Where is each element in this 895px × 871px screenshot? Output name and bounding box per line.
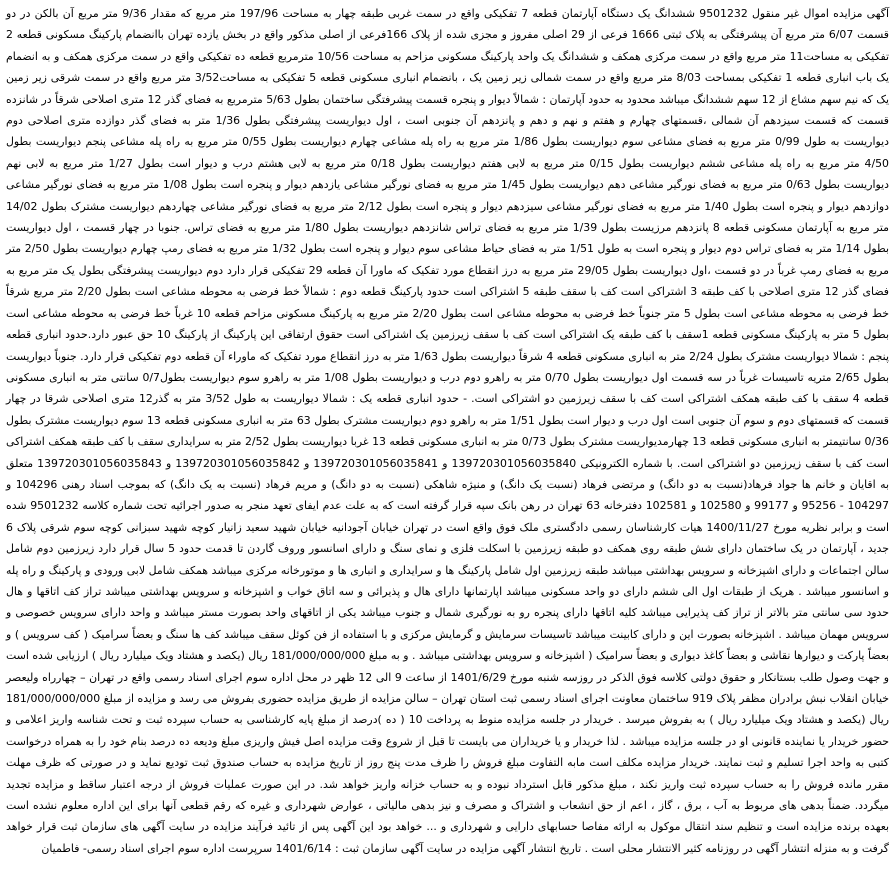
auction-notice-text: آگهی مزایده اموال غیر منقول 9501232 ششدانگ یک دستگاه آپارتمان قطعه 7 تفکیکی واقع در سمت غربی طبقه چهار به مساحت 197/96 متر مربع که مقدار 9/36 متر مربع آن بالکن در دو قسمت 6/07 متر مربع آن پیشرفتگی به پلاک ثبتی 1666 فرعی از 29 اصلی مفروز و مجزی شده از پلاک 166فرعی از اصلی مذکور واقع در بخش یازده تهران باانضمام پارکینگ مسکونی قطعه 2 تفکیکی به مساحت11 متر مربع واقع در سمت مرکزی همکف و ششدانگ یک واحد پارکینگ مسکونی مزاحم به مساحت 10/56 مترمربع قطعه ده تفکیکی واقع در سمت مرکزی همکف و به انضمام یک باب انباری قطعه 1 تفکیکی بمساحت 8/03 متر مربع واقع در سمت شمالی زیر زمین یک ، بانضمام انباری مسکونی قطعه 5 تفکیکی به مساحت3/52 متر مربع واقع در سمت شرقی زیر زمین یک که نیم سهم مشاع از 12 سهم ششدانگ میباشد محدود به حدود آپارتمان : شمالاً دیوار و پنجره قسمت پیشرفتگی ساختمان بطول 5/63 مترمربع به فضای گذر 12 متری اصلاحی شرقاً در شانزده قسمت که قسمت سیزدهم آن شمالی ،قسمتهای چهارم و هفتم و نهم و دهم و پانزدهم آن جنوبی است ، اول دیواریست پیشرفتگی بطول 1/36 متر به فضای گذر دوازده متری اصلاحی دوم دیواریست به طول 0/99 متر مربع به فضای مشاعی سوم دیواریست بطول 1/86 متر مربع به راه پله مشاعی چهارم دیواریست بطول 0/55 متر مربع به راه پله مشاعی پنجم دیواریست بطول 4/50 متر مربع به راه پله مشاعی ششم دیواریست بطول 0/15 متر مربع به لابی هفتم دیواریست بطول 0/18 متر مربع به لابی هشتم درب و دیوار است بطول 1/27 متر مربع به لابی نهم دیواریست بطول 0/63 متر مربع به فضای نورگیر مشاعی دهم دیواریست بطول 1/45 متر مربع به فضای نورگیر مشاعی یازدهم دیوار و پنجره است بطول 1/08 متر مربع به فضای نورگیر مشاعی دوازدهم دیوار و پنجره است بطول 1/40 متر مربع به فضای نورگیر مشاعی سیزدهم دیوار و پنجره است بطول 2/12 متر مربع به فضای نورگیر مشاعی چهاردهم دیواریست مشترک بطول 14/02 متر مربع به آپارتمان مسکونی قطعه 8 پانزدهم مرزیست بطول 1/39 متر مربع به فضای تراس شانزدهم دیواریست بطول 1/80 متر مربع به فضای تراس. جنوبا در چهار قسمت ، اول دیواریست بطول 1/14 متر به فضای تراس دوم دیوار و پنجره است به طول 1/51 متر به فضای حیاط مشاعی سوم دیوار و پنجره است بطول 1/32 متر مربع به فضای رمپ چهارم دیواریست بطول 2/50 متر مربع به فضای رمپ غرباً در دو قسمت ،اول دیواریست بطول 29/05 متر مربع به درز انقطاع مورد تفکیک که ماورا آن قطعه 29 تفکیکی قرار دارد دوم دیواریست پیشرفتگی بطول یک متر مربع به فضای گذر 12 متری اصلاحی با کف طبقه 3 اشتراکی است کف با سقف طبقه 5 اشتراکی است حدود پارکینگ قطعه دوم : شمالاً خط فرضی به محوطه مشاعی است بطول 2/20 متر مربع شرقاً خط فرضی به محوطه مشاعی است بطول 5 متر جنوباً خط فرضی به محوطه مشاعی است بطول 2/20 متر مربع به پارکینگ مسکونی مزاحم قطعه 10 غرباً خط فرضی به محوطه مشاعی است بطول 5 متر به پارکینگ مسکونی قطعه 1سقف با کف طبقه یک اشتراکی است کف با سقف زیرزمین یک اشتراکی است حقوق ارتفاقی این پارکینگ از پارکینگ 10 حق عبور دارد.حدود انباری قطعه پنجم : شمالا دیواریست مشترک بطول 2/24 متر به انباری مسکونی قطعه 4 شرقاً دیواریست بطول 1/63 متر به درز انقطاع مورد تفکیک که ماوراء آن قطعه دوم تفکیکی قرار دارد. جنوباً دیواریست بطول 2/65 متریه تاسیسات غرباً در سه قسمت اول دیواریست بطول 0/70 متر به راهرو دوم درب و دیواریست بطول 1/08 متر به راهرو سوم دیواریست بطول0/7 سانتی متر به انباری مسکونی قطعه 4 سقف با کف طبقه همکف اشتراکی است کف با سقف زیرزمین دو اشتراکی است. - حدود انباری قطعه یک : شمالا دیواریست به طول 3/52 متر به گذر12 متری اصلاحی شرقا در چهار قسمت که قسمتهای دوم و سوم آن جنوبی است اول درب و دیوار است بطول 1/51 متر به راهرو دوم دیواریست مشترک بطول 63 متر به انباری مسکونی قطعه 13 سوم دیواریست مشترک بطول 0/36 سانتیمتر به انباری مسکونی قطعه 13 چهارمدیواریست مشترک بطول 0/73 متر به انباری مسکونی قطعه 13 غربا دیواریست بطول 2/52 متر به سرایداری سقف با کف طبقه همکف اشتراکی است کف با سقف زیرزمین دو اشتراکی است. با شماره الکترونیکی 139720301056035840 و 139720301056035841 و 139720301056035842 و 139720301056035843 متعلق به اقایان و خانم ها جواد فرهاد(نسبت به دو دانگ) و مرتضی فرهاد (نسبت یک دانگ) و منیژه شاهکی (نسبت به دو دانگ) و مریم فرهاد (نسبت به یک دانگ) که بموجب اسناد رهنی 104296 و 104297 - 95256 و 99177 و 102580 و 102581 دفترخانه 63 تهران در رهن بانک سپه قرار گرفته است که به علت عدم ایفای تعهد منجر به صدور اجرائیه تحت شماره کلاسه 9501232 شده است و برابر نظریه مورخ 1400/11/27 هیات کارشناسان رسمی دادگستری ملک فوق واقع است در تهران خیابان آجودانیه خیابان شهید سعید زانیار کوچه شهید سبزانی کوچه سوم شرقی پلاک 6 جدید ، آپارتمان در یک ساختمان دارای شش طبقه روی همکف دو طبقه زیرزمین با اسکلت فلزی و نمای سنگ و دارای اسانسور وروف گاردن تا قدمت حدود 5 سال قرار دارد زیرزمین دوم شامل سالن اجتماعات و دارای اشپزخانه و سرویس بهداشتی میباشد طبقه زیرزمین اول شامل پارکینگ ها و سرایداری و انباری ها و موتورخانه مرکزی میباشد همکف شامل لابی ورودی و پارکینگ و راه پله و اسانسور میباشد . هریک از طبقات اول الی ششم دارای دو واحد مسکونی میباشد اپارتمانها دارای هال و پذیرائی و سه اتاق خواب و اشپزخانه و سرویس بهداشتی میباشد تراز کف اتاقها و هال حدود سی سانتی متر بالاتر از تراز کف پذیرایی میباشد کلیه اتاقها دارای پنجره رو به نورگیری شمال و جنوب میباشد یکی از اتاقهای واحد بصورت مستر میباشد و واحد دارای سرویس خصوصی و سرویس مهمان میباشد . اشپزخانه بصورت این و دارای کابینت میباشد تاسیسات سرمایش و گرمایش مرکزی و با استفاده از فن کوئل سقف میباشد کف ها سنگ و بعضاً سرامیک ( کف سرویس ) و بعضاً پارکت و دیوارها نقاشی و بعضاً کاغذ دیواری و بعضاً سرامیک ( اشپزخانه و سرویس بهداشتی میباشد . و به مبلغ 181/000/000/000 ریال (یکصد و هشتاد ویک میلیارد ریال ) ارزیابی شده است و جهت وصول طلب بستانکار و حقوق دولتی کلاسه فوق الذکر در روزسه شنبه مورخ 1401/6/29 از ساعت 9 الی 12 ظهر در محل اداره سوم اجرای اسناد رسمی واقع در تهران – چهارراه ولیعصر خیابان انقلاب نبش برادران مظفر پلاک 919 ساختمان معاونت اجرای اسناد رسمی ثبت استان تهران – سالن مزایده از طریق مزایده حضوری بفروش می رسد و مزایده از مبلغ 181/000/000/000 ریال (یکصد و هشتاد ویک میلیارد ریال ) به بفروش میرسد . خریدار در جلسه مزایده منوط به پرداخت 10 ( ده )درصد از مبلغ پایه کارشناسی به حساب سپرده ثبت و تحت شناسه واریز اعلامی و حضور خریدار یا نماینده قانونی او در جلسه مزایده میباشد . لذا خریدار و یا خریداران می بایست تا قبل از شروع وقت مزایده اصل فیش واریزی مبلغ ودیعه ده درصد بنام خود را به همراه درخواست کتبی به واحد اجرا تسلیم و ثبت نمایند. خریدار مزایده مکلف است مابه التفاوت مبلغ فروش را ظرف مدت پنج روز از تاریخ مزایده به حساب صندوق ثبت تودیع نماید و در صورتی که ظرف مهلت مقرر مانده فروش را به حساب سپرده ثبت واریز نکند ، مبلغ مذکور قابل استرداد نبوده و به حساب خزانه واریز خواهد شد. در این صورت عملیات فروش از درجه اعتبار ساقط و مزایده تجدید میگردد. ضمناً بدهی های مربوط به آب ، برق ، گاز ، اعم از حق انشعاب و اشتراک و مصرف و نیز بدهی مالیاتی ، عوارض شهرداری و غیره که رقم قطعی آنها برای این اداره معلوم نشده است بعهده برنده مزایده است و تنظیم سند انتقال موکول به ارائه مفاصا حسابهای دارایی و شهرداری و ... خواهد بود این آگهی پس از تائید فرآیند مزایده در سایت آگهی های سازمان ثبت قرار خواهد گرفت و به منزله انتشار آگهی در روزنامه کثیر الانتشار محلی است . تاریخ انتشار آگهی مزایده در سایت آگهی سازمان ثبت : 1401/6/14 سرپرست اداره سوم اجرای اسناد رسمی- فاطمیان [6,7,890,855]
